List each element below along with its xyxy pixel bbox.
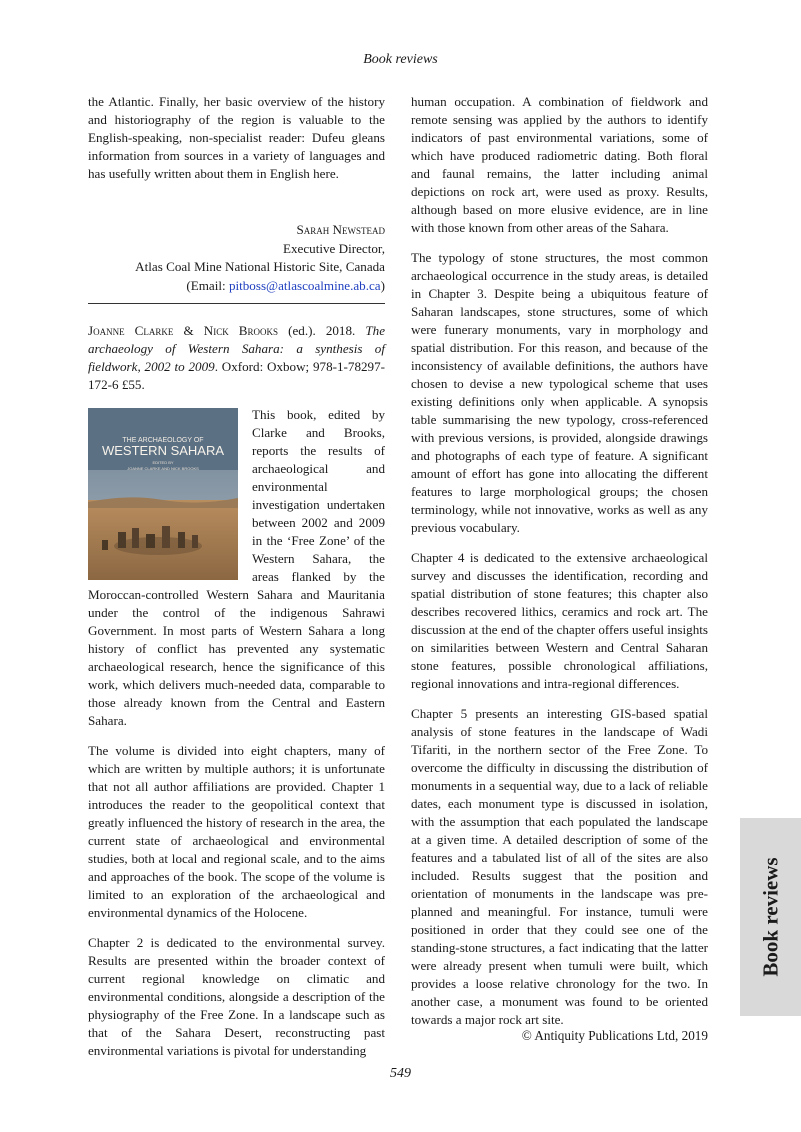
cover-series: THE ARCHAEOLOGY OF [122,437,204,444]
cover-editors: JOANNE CLARKE AND NICK BROOKS [127,466,199,471]
left-column [88,93,385,1072]
section-side-tab [740,818,801,1016]
reviewer-name: Sarah Newstead [296,222,385,237]
body-paragraph-1: This book, edited by Clarke and Brooks, reports the results of archaeological and environmental investigation undertaken between 2002 and 2009 in the ‘Free Zone’ of the Western Sahara, the areas flanked by the Moroccan-controlled Western Sahara and Mauritania under the control of the indigenous Sahrawi Government. In most parts of Western Sahara a long history of conflict has prevented any systematic archaeological research, hence the significance of this work, which delivers much-needed data, comparable to those already known from the Central and Eastern Sahara. [88,407,385,728]
running-head: Book reviews [363,52,438,67]
page-number: 549 [390,1066,411,1081]
book-publisher: . Oxford: Oxbow; 978-1-78297-172-6 £55. [88,359,385,392]
body-paragraph-3: Chapter 2 is dedicated to the environmental survey. Results are presented within the broader context of current regional knowledge on climatic and environmental conditions, alongside a description of the physiography of the Free Zone. In a landscape such as that of the Sahara Desert, reconstructing past environmental variations is pivotal for understanding [88,935,385,1058]
cover-title: WESTERN SAHARA [101,443,225,458]
side-tab-label: Book reviews [758,857,782,977]
email-suffix: ) [380,277,385,293]
body-paragraph-5: The typology of stone structures, the most common archaeological occurrence in the study areas, is detailed in Chapter 3. Despite being a ubiquitous feature of Saharan landscapes, stone structures, some of which were funerary monuments, vary in morphology and spatial distribution. For this reason, and because of the inconsistency of available definitions, the authors have chosen to devise a new typological scheme that uses existing definitions only when applicable. A synopsis table summarising the new typology, cross-referenced with previous versions, is provided, alongside drawings and photographs of each type of feature. A significant amount of effort has gone into allocating the different features to large morphological groups; the chosen terminology, while not innovative, works as well as any previous vocabulary. [411,250,708,535]
section-divider [88,303,385,304]
book-ed-year: (ed.). 2018. [278,323,366,338]
right-column [411,93,708,1041]
reviewer-signature [88,221,385,295]
reviewer-email-line [88,277,385,296]
review-citation [88,322,385,394]
book-cover-image [88,408,238,580]
email-prefix: (Email: [186,277,229,293]
body-paragraph-6: Chapter 4 is dedicated to the extensive archaeological survey and discusses the identification, recording and spatial distribution of stone features; this chapter also describes recovered lithics, ceramics and rock art. The discussion at the end of the chapter offers useful insights on similarities between Western and Central Saharan stone features, possible chronological affiliations, regional innovations and intra-regional differences. [411,550,708,691]
body-paragraph-7: Chapter 5 presents an interesting GIS-based spatial analysis of stone features in the landscape of Wadi Tifariti, in the northern sector of the Free Zone. To overcome the difficulty in discussing the distribution of monuments in a sequential way, due to a lack of reliable dates, each monument type is discussed in isolation, with the assumption that each populated the landscape at a given time. A detailed description of some of the features and a tabulated list of all of the sites are also included. Results suggest that the position and orientation of monuments in the landscape was pre-planned and meaningful. For instance, tumuli were positioned in order that they could see one of the standing-stone structures, a fact indicating that the latter were already present when tumuli were built, which provides a loose relative chronology for the two. In another case, a monument was found to be oriented towards a major rock art site. [411,706,708,1027]
email-link[interactable]: pitboss@atlascoalmine.ab.ca [228,277,381,293]
book-cover-art [88,408,238,580]
continued-paragraph: the Atlantic. Finally, her basic overview of the history and historiography of the region is valuable to the English-speaking, non-specialist reader: Dufeu gleans information from sources in a variety of languages and has usefully written about them in English here. [88,94,385,181]
book-title: The archaeology of Western Sahara: a synthesis of fieldwork, 2002 to 2009 [88,323,385,374]
copyright-notice: © Antiquity Publications Ltd, 2019 [521,1028,708,1043]
reviewer-affiliation: Atlas Coal Mine National Historic Site, Canada [135,259,385,274]
cover-edited-by: EDITED BY [152,460,174,465]
body-paragraph-2: The volume is divided into eight chapters, many of which are written by multiple authors; it is unfortunate that not all author affiliations are provided. Chapter 1 introduces the reader to the geopolitical context that greatly influenced the history of research in the area, the current state of archaeological and environmental studies, both at local and regional scale, and to the aims and approaches of the book. The scope of the volume is limited to an exploration of the archaeological and environmental dynamics of the Holocene. [88,743,385,920]
body-paragraph-4: human occupation. A combination of fieldwork and remote sensing was applied by the authors to identify indicators of past environmental variations, some of which have produced radiometric dating. Both floral and faunal remains, the latter including animal depictions on rock art, were used as proxy. Results, although based on more elusive evidence, are in line with those known from other areas of the Sahara. [411,94,708,235]
book-authors: Joanne Clarke & Nick Brooks [88,323,279,338]
reviewer-title: Executive Director, [283,240,385,256]
